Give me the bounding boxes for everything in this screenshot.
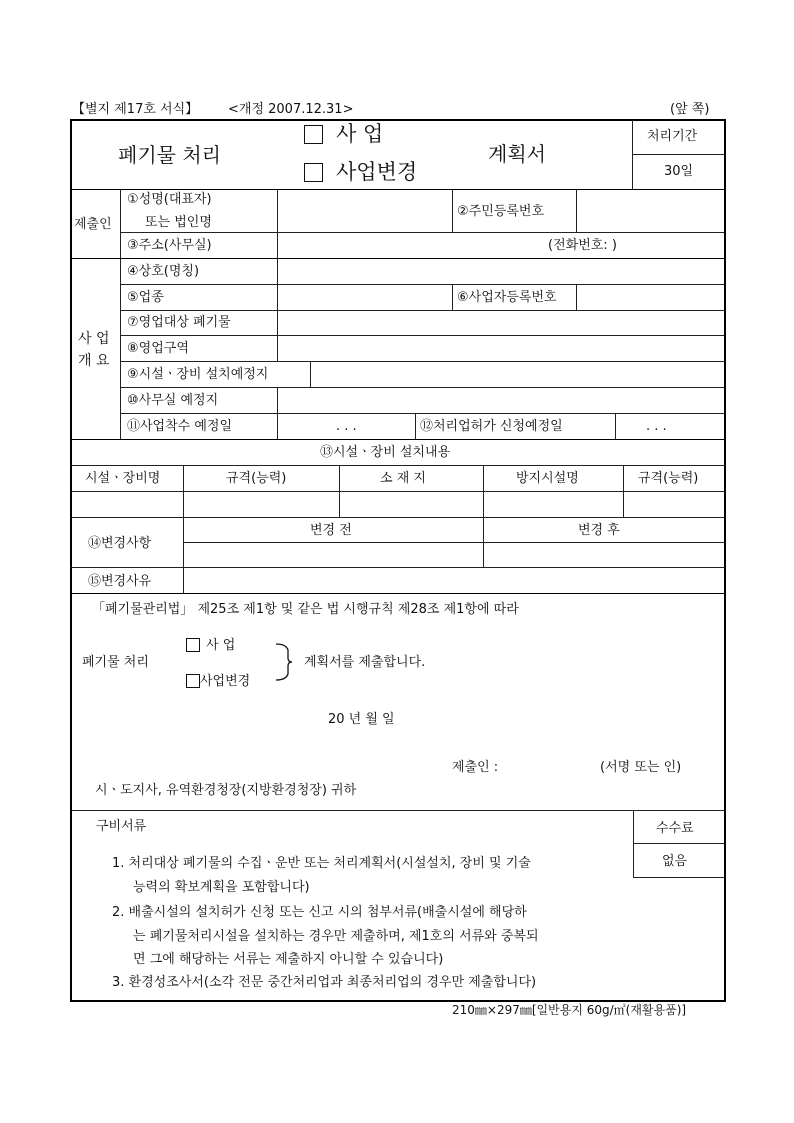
business-checkbox[interactable] xyxy=(304,125,323,144)
industry-field[interactable] xyxy=(279,286,451,309)
after-change-field[interactable] xyxy=(485,544,723,566)
facility-site-label: ⑨시설ㆍ장비 설치예정지 xyxy=(127,367,269,382)
biz-reg-number-field[interactable] xyxy=(578,286,723,309)
change-reason-field[interactable] xyxy=(185,569,723,592)
facility-site-field[interactable] xyxy=(312,362,723,386)
trade-name-label: ④상호(명칭) xyxy=(127,264,200,279)
processing-period-value: 30일 xyxy=(664,164,694,179)
phone-label: (전화번호: ) xyxy=(548,238,617,253)
declaration-prefix: 폐기물 처리 xyxy=(82,655,149,670)
document-item-2-cont2: 면 그에 해당하는 서류는 제출하지 아니할 수 있습니다) xyxy=(133,952,444,967)
reg-number-field[interactable] xyxy=(578,191,723,231)
declaration-change-checkbox[interactable] xyxy=(186,674,200,688)
declaration-suffix: 계획서를 제출합니다. xyxy=(304,655,426,670)
industry-label: ⑤업종 xyxy=(127,290,164,305)
submission-date[interactable]: 20 년 월 일 xyxy=(328,712,395,727)
fee-value: 없음 xyxy=(662,854,688,869)
declaration-business-checkbox[interactable] xyxy=(186,638,200,652)
biz-reg-number-label: ⑥사업자등록번호 xyxy=(457,290,557,305)
submitter-label: 제출인 : xyxy=(452,760,499,775)
form-number: 【별지 제17호 서식】 xyxy=(72,102,199,117)
document-item-1-cont: 능력의 확보계획을 포함합니다) xyxy=(133,880,310,895)
paper-spec: 210㎜×297㎜[일반용지 60g/㎡(재활용품)] xyxy=(452,1003,687,1017)
documents-title: 구비서류 xyxy=(96,819,147,834)
office-site-label: ⑩사무실 예정지 xyxy=(127,393,219,408)
office-site-field[interactable] xyxy=(279,388,723,412)
facility-spec-cell[interactable] xyxy=(185,492,338,516)
facility-location-cell[interactable] xyxy=(341,492,482,516)
business-area-label: ⑧영업구역 xyxy=(127,341,189,356)
processing-period-label: 처리기간 xyxy=(647,129,698,144)
name-label: ①성명(대표자) xyxy=(127,192,212,207)
title-option-business: 사 업 xyxy=(336,122,384,146)
after-change-label: 변경 후 xyxy=(578,523,620,538)
document-item-2: 2. 배출시설의 설치허가 신청 또는 신고 시의 첨부서류(배출시설에 해당하 xyxy=(112,905,527,920)
recipient: 시ㆍ도지사, 유역환경청장(지방환경청장) 귀하 xyxy=(95,783,357,798)
target-waste-label: ⑦영업대상 폐기물 xyxy=(127,315,231,330)
business-label-2: 개 요 xyxy=(78,353,110,369)
page-side: (앞 쪽) xyxy=(670,102,710,117)
facility-name-cell[interactable] xyxy=(72,492,182,516)
change-reason-label: ⑮변경사유 xyxy=(88,574,152,589)
title-option-change: 사업변경 xyxy=(336,160,418,184)
permit-date-field[interactable]: . . . xyxy=(646,419,667,434)
facility-col-name: 시설ㆍ장비명 xyxy=(85,471,161,486)
applicant-label: 제출인 xyxy=(74,217,112,232)
document-item-3: 3. 환경성조사서(소각 전문 중간처리업과 최종처리업의 경우만 제출합니다) xyxy=(112,975,537,990)
facility-col-spec: 규격(능력) xyxy=(226,471,287,486)
signature-label[interactable]: (서명 또는 인) xyxy=(600,760,682,775)
before-change-label: 변경 전 xyxy=(310,523,352,538)
name-label-2: 또는 법인명 xyxy=(145,215,212,230)
revision-date: <개정 2007.12.31> xyxy=(228,102,354,117)
declaration-option-business: 사 업 xyxy=(206,638,236,653)
bracket-icon xyxy=(272,640,296,684)
document-item-2-cont: 는 폐기물처리시설을 설치하는 경우만 제출하며, 제1호의 서류와 중복되 xyxy=(133,929,539,944)
title-left: 폐기물 처리 xyxy=(118,143,221,167)
declaration-option-change: 사업변경 xyxy=(200,674,251,689)
trade-name-field[interactable] xyxy=(279,260,723,283)
fee-label: 수수료 xyxy=(656,821,694,836)
facility-section-title: ⑬시설ㆍ장비 설치내용 xyxy=(320,445,451,460)
change-items-label: ⑭변경사항 xyxy=(88,536,152,551)
document-item-1: 1. 처리대상 폐기물의 수집ㆍ운반 또는 처리계획서(시설설치, 장비 및 기술 xyxy=(112,856,531,871)
start-date-label: ⑪사업착수 예정일 xyxy=(127,419,233,434)
permit-date-label: ⑫처리업허가 신청예정일 xyxy=(420,419,563,434)
start-date-field[interactable]: . . . xyxy=(336,419,357,434)
facility-col-location: 소 재 지 xyxy=(380,471,426,486)
facility-col-prevention-spec: 규격(능력) xyxy=(638,471,699,486)
business-label-1: 사 업 xyxy=(78,331,110,347)
address-label: ③주소(사무실) xyxy=(127,238,212,253)
title-right: 계획서 xyxy=(488,142,546,166)
law-reference: 「폐기물관리법」 제25조 제1항 및 같은 법 시행규칙 제28조 제1항에 따라 xyxy=(92,602,519,617)
before-change-field[interactable] xyxy=(185,544,482,566)
target-waste-field[interactable] xyxy=(279,311,723,334)
name-field[interactable] xyxy=(279,191,451,231)
address-field[interactable] xyxy=(279,233,539,257)
business-change-checkbox[interactable] xyxy=(304,163,323,182)
business-area-field[interactable] xyxy=(279,337,723,360)
prevention-spec-cell[interactable] xyxy=(625,492,723,516)
reg-number-label: ②주민등록번호 xyxy=(457,204,545,219)
prevention-facility-cell[interactable] xyxy=(485,492,622,516)
submitter-field[interactable] xyxy=(515,756,595,776)
facility-col-prevention: 방지시설명 xyxy=(516,471,579,486)
